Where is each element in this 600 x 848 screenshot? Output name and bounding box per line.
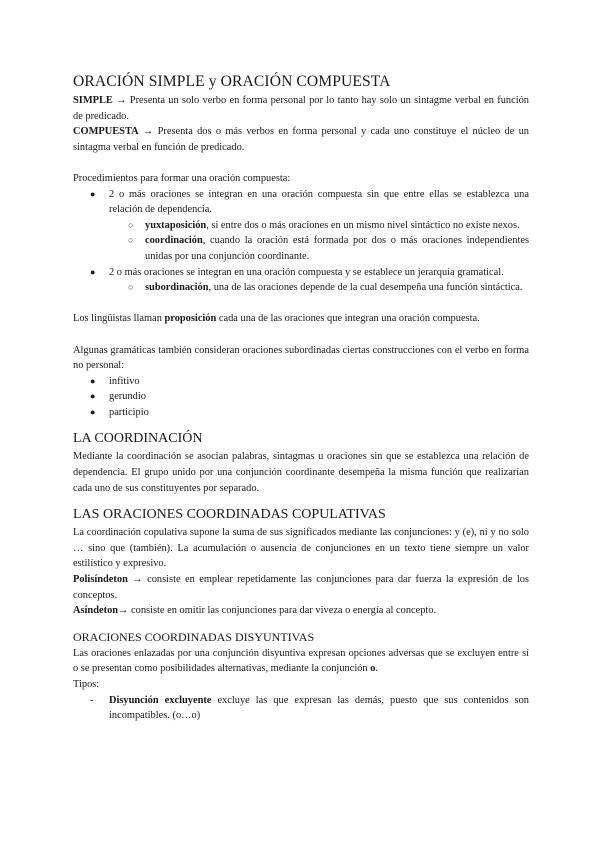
compuesta-term: COMPUESTA — [73, 126, 139, 138]
circle-bullet-icon: ○ — [128, 219, 134, 230]
disyuncion-excluyente-term: Disyunción excluyente — [109, 694, 212, 706]
bullet-icon: ● — [90, 266, 96, 277]
list-item — [73, 265, 529, 281]
list-item-text: excluye las que expresan las demás, puesto que sus contenidos son incompatibles. (o…o) — [109, 694, 529, 722]
bullet-icon: ● — [90, 406, 96, 417]
proposicion-paragraph — [73, 311, 529, 327]
copulativas-heading: LAS ORACIONES COORDINADAS COPULATIVAS — [73, 507, 386, 523]
circle-bullet-icon: ○ — [128, 282, 134, 293]
list-subitem — [73, 280, 529, 296]
procedimientos-intro: Procedimientos para formar una oración compuesta: — [73, 172, 291, 184]
proposicion-pre: Los lingüistas llaman — [73, 313, 165, 325]
arrow-icon: → — [116, 95, 127, 106]
coordinacion-term: coordinación — [145, 235, 203, 247]
list-item — [73, 693, 529, 724]
list-subitem-text: , cuando la oración está formada por dos o más oraciones independientes unidas por una conjunción coordinante. — [145, 235, 529, 262]
list-subitem — [73, 218, 529, 234]
simple-definition — [73, 93, 529, 124]
disyuntivas-text: Las oraciones enlazadas por una conjunción disyuntiva expresan opciones adversas que se excluyen entre sí o se presentan como posibilidades alternativas, mediante la conjunción — [73, 647, 529, 675]
coordinacion-heading: LA COORDINACIÓN — [73, 431, 203, 447]
simple-term: SIMPLE — [73, 95, 113, 106]
list-item — [73, 405, 529, 421]
list-item-text: 2 o más oraciones se integran en una oración compuesta sin que entre ellas se establezca una relación de dependencia. — [109, 188, 529, 216]
polisindeton-term: Polisíndeton — [73, 574, 128, 586]
yuxtaposicion-term: yuxtaposición — [145, 219, 207, 231]
proposicion-post: cada una de las oraciones que integran una oración compuesta. — [216, 313, 480, 325]
gramaticas-paragraph: Algunas gramáticas también consideran oraciones subordinadas ciertas construcciones con el verbo en forma no personal: — [73, 344, 529, 372]
polisindeton-definition — [73, 572, 529, 603]
asindeton-definition — [73, 603, 529, 619]
simple-text: Presenta un solo verbo en forma personal por lo tanto hay solo un sintagme verbal en función de predicado. — [73, 95, 529, 122]
tipos-list — [73, 693, 529, 724]
tipos-label: Tipos: — [73, 679, 100, 690]
list-item-text: infitivo — [109, 375, 140, 387]
page-title: ORACIÓN SIMPLE y ORACIÓN COMPUESTA — [73, 73, 391, 90]
list-subitem — [73, 233, 529, 264]
copulativas-paragraph: La coordinación copulativa supone la suma de sus significados mediante las conjunciones: y (e), ni y no solo … sino que (también). La acumulación o ausencia de conjunciones en un texto tiene siempre un valor estilístico y expresivo. — [73, 527, 529, 570]
list-item-text: 2 o más oraciones se integran en una oración compuesta y se establece un jerarquía gramatical. — [109, 266, 504, 278]
conjuncion-o: o — [370, 663, 376, 675]
list-item — [73, 389, 529, 405]
arrow-icon: → — [118, 605, 129, 617]
asindeton-term: Asíndeton — [73, 605, 119, 617]
coordinacion-paragraph: Mediante la coordinación se asocian palabras, sintagmas u oraciones sin que se establezca una relación de dependencia. El grupo unido por una conjunción coordinante desempeña la misma función que realizarían cada uno de sus constituyentes por separado. — [73, 451, 529, 494]
proposicion-term: proposición — [164, 313, 217, 325]
list-item-text: participio — [109, 406, 149, 418]
dash-marker: - — [90, 694, 94, 706]
disyuntivas-paragraph — [73, 646, 529, 677]
forma-no-personal-list — [73, 374, 529, 421]
disyuntivas-text-end: . — [375, 663, 379, 675]
document-page — [73, 72, 529, 724]
compuesta-definition — [73, 124, 529, 155]
list-item — [73, 187, 529, 218]
disyuntivas-heading: ORACIONES COORDINADAS DISYUNTIVAS — [73, 629, 315, 644]
subordinacion-term: subordinación — [145, 282, 209, 294]
list-subitem-text: , una de las oraciones depende de la cual desempeña una función sintáctica. — [208, 282, 523, 294]
arrow-icon: → — [142, 126, 154, 138]
procedimientos-list — [73, 187, 529, 296]
circle-bullet-icon: ○ — [128, 235, 134, 246]
list-subitem-text: , si entre dos o más oraciones en un mismo nivel sintáctico no existe nexos. — [206, 219, 520, 231]
bullet-icon: ● — [90, 188, 96, 199]
polisindeton-text: consiste en emplear repetidamente las conjunciones para dar fuerza la expresión de los conceptos. — [73, 574, 529, 601]
arrow-icon: → — [132, 574, 143, 586]
list-item — [73, 374, 529, 390]
compuesta-text: Presenta dos o más verbos en forma personal y cada uno constituye el núcleo de un sintagma verbal en función de predicado. — [73, 126, 529, 153]
asindeton-text: consiste en omitir las conjunciones para dar viveza o energía al concepto. — [131, 605, 437, 617]
list-item-text: gerundio — [109, 391, 146, 403]
bullet-icon: ● — [90, 391, 96, 402]
bullet-icon: ● — [90, 375, 96, 386]
